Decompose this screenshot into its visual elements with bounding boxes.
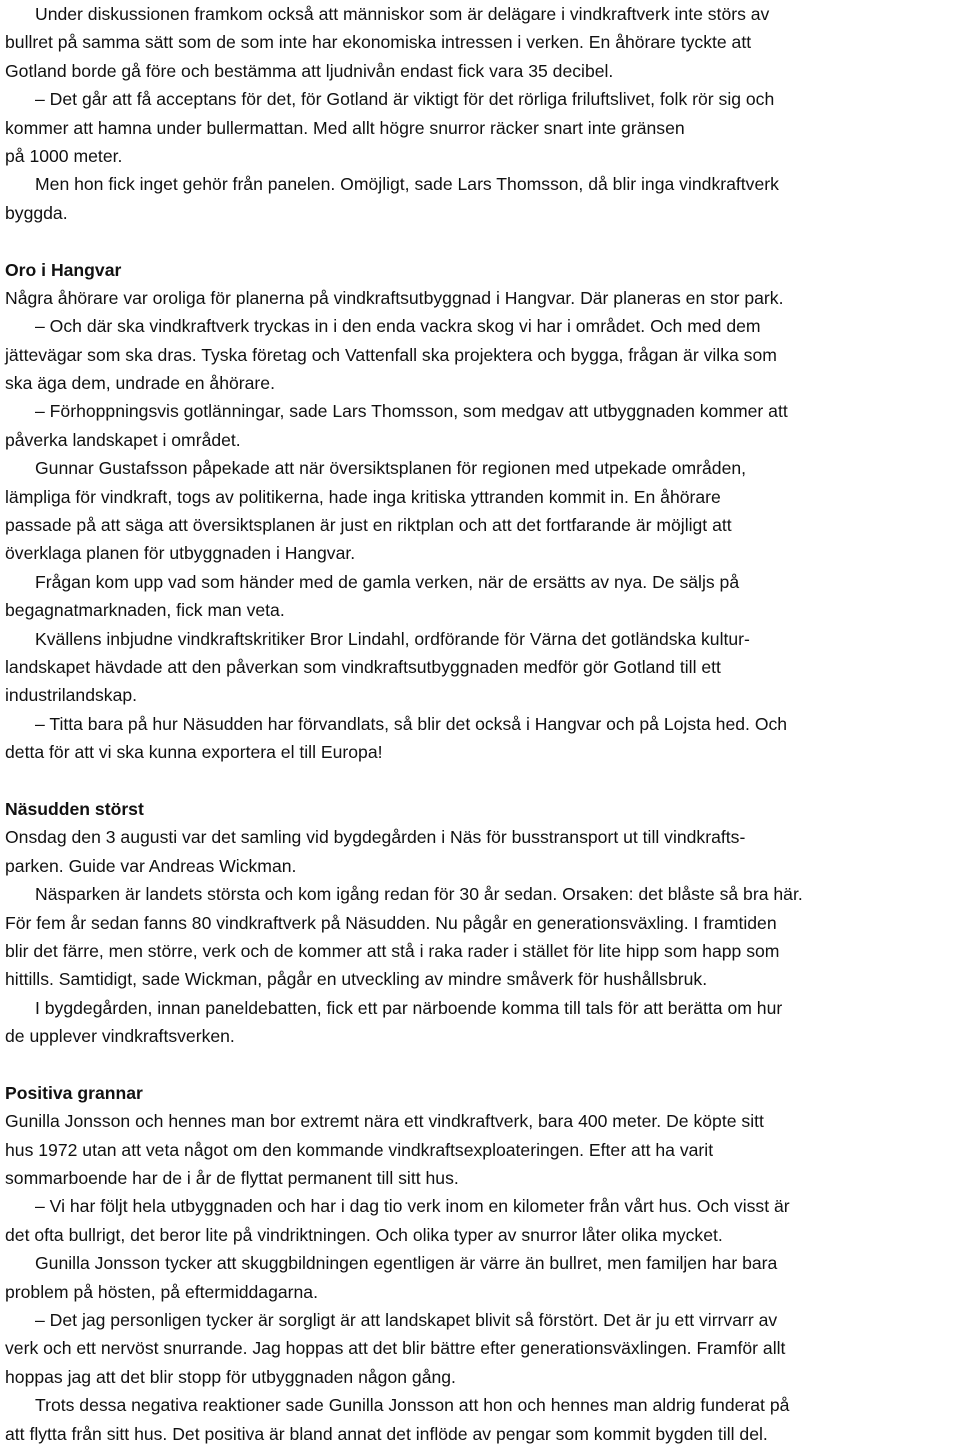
text-line: lämpliga för vindkraft, togs av politikerna, hade inga kritiska yttranden kommit in. En åhörare (5, 486, 721, 507)
text-line: det ofta bullrigt, det beror lite på vindriktningen. Och olika typer av snurror låter olika mycket. (5, 1224, 723, 1245)
text-line: Under diskussionen framkom också att människor som är delägare i vindkraftverk inte störs av (35, 4, 770, 24)
text-line: hoppas jag att det blir stopp för utbyggnaden någon gång. (5, 1366, 456, 1387)
text-line: För fem år sedan fanns 80 vindkraftverk på Näsudden. Nu pågår en generationsväxling. I framtiden (5, 912, 777, 933)
text-line: Några åhörare var oroliga för planerna på vindkraftsutbyggnad i Hangvar. Där planeras en stor park. (5, 287, 784, 308)
section-heading: Näsudden störst (5, 798, 144, 819)
text-line: Men hon fick inget gehör från panelen. Omöjligt, sade Lars Thomsson, då blir inga vindkraftverk (35, 174, 779, 195)
text-line: – Och där ska vindkraftverk tryckas in i den enda vackra skog vi har i området. Och med dem (35, 316, 761, 337)
section-heading: Oro i Hangvar (5, 259, 122, 280)
paragraph-spacer (5, 1050, 954, 1078)
text-line: byggda. (5, 202, 68, 223)
text-line: Kvällens inbjudne vindkraftskritiker Bror Lindahl, ordförande för Värna det gotländska kultur- (35, 628, 750, 649)
text-line: begagnatmarknaden, fick man veta. (5, 600, 285, 621)
text-line: passade på att säga att översiktsplanen är just en riktplan och att det fortfarande är möjligt att (5, 515, 732, 536)
text-line: Gunilla Jonsson tycker att skuggbildningen egentligen är värre än bullret, men familjen har bara (35, 1253, 778, 1274)
text-line: påverka landskapet i området. (5, 429, 241, 450)
text-line: Gunilla Jonsson och hennes man bor extremt nära ett vindkraftverk, bara 400 meter. De köpte sitt (5, 1111, 764, 1132)
text-line: detta för att vi ska kunna exportera el till Europa! (5, 742, 383, 763)
text-line: parken. Guide var Andreas Wickman. (5, 855, 297, 876)
text-line: hittills. Samtidigt, sade Wickman, pågår en utveckling av mindre småverk för hushållsbruk. (5, 969, 708, 990)
text-line: problem på hösten, på eftermiddagarna. (5, 1281, 318, 1302)
paragraph-spacer (5, 227, 954, 255)
text-line: Frågan kom upp vad som händer med de gamla verken, när de ersätts av nya. De säljs på (35, 571, 740, 592)
text-line: överklaga planen för utbyggnaden i Hangvar. (5, 543, 356, 564)
text-line: blir det färre, men större, verk och de kommer att stå i raka rader i stället för lite hipp som happ som (5, 940, 780, 961)
text-line: Gotland borde gå före och bestämma att ljudnivån endast fick vara 35 decibel. (5, 60, 614, 81)
text-line: verk och ett nervöst snurrande. Jag hoppas att det blir bättre efter generationsväxlingen. Framför allt (5, 1338, 786, 1359)
text-line: Gunnar Gustafsson påpekade att när översiktsplanen för regionen med utpekade områden, (35, 458, 747, 479)
text-line: de upplever vindkraftsverken. (5, 1026, 235, 1047)
text-line: Onsdag den 3 augusti var det samling vid bygdegården i Näs för busstransport ut till vindkrafts- (5, 827, 746, 848)
text-line: industrilandskap. (5, 685, 138, 706)
text-line: – Förhoppningsvis gotlänningar, sade Lars Thomsson, som medgav att utbyggnaden kommer att (35, 401, 788, 422)
text-line: hus 1972 utan att veta något om den kommande vindkraftsexploateringen. Efter att ha varit (5, 1139, 714, 1160)
text-line: kommer att hamna under bullermattan. Med allt högre snurror räcker snart inte gränsen (5, 117, 685, 138)
text-line: på 1000 meter. (5, 145, 123, 166)
text-line: – Det jag personligen tycker är sorgligt är att landskapet blivit så förstört. Det är ju ett virrvarr av (35, 1309, 778, 1330)
text-line: att flytta från sitt hus. Det positiva är bland annat det inflöde av pengar som kommit bygden till del. (5, 1423, 768, 1444)
text-line: bullret på samma sätt som de som inte har ekonomiska intressen i verken. En åhörare tyckte att (5, 32, 752, 53)
text-line: I bygdegården, innan paneldebatten, fick ett par närboende komma till tals för att berätta om hur (35, 997, 783, 1018)
text-line: – Vi har följt hela utbyggnaden och har i dag tio verk inom en kilometer från vårt hus. Och visst är (35, 1196, 790, 1217)
text-line: – Det går att få acceptans för det, för Gotland är viktigt för det rörliga friluftslivet, folk rör sig och (35, 89, 775, 110)
paragraph-spacer (5, 767, 954, 795)
text-line: landskapet hävdade att den påverkan som vindkraftsutbyggnaden medför gör Gotland till ett (5, 656, 721, 677)
text-line: sommarboende har de i år de flyttat permanent till sitt hus. (5, 1168, 459, 1189)
section-heading: Positiva grannar (5, 1082, 143, 1103)
text-line: Trots dessa negativa reaktioner sade Gunilla Jonsson att hon och hennes man aldrig funderat på (35, 1395, 790, 1416)
text-line: ska äga dem, undrade en åhörare. (5, 373, 275, 394)
text-line: jättevägar som ska dras. Tyska företag och Vattenfall ska projektera och bygga, frågan är vilka som (5, 344, 777, 365)
document-body (5, 0, 954, 1448)
text-line: – Titta bara på hur Näsudden har förvandlats, så blir det också i Hangvar och på Lojsta hed. Och (35, 713, 788, 734)
text-line: Näsparken är landets största och kom igång redan för 30 år sedan. Orsaken: det blåste så bra här. (35, 884, 803, 905)
